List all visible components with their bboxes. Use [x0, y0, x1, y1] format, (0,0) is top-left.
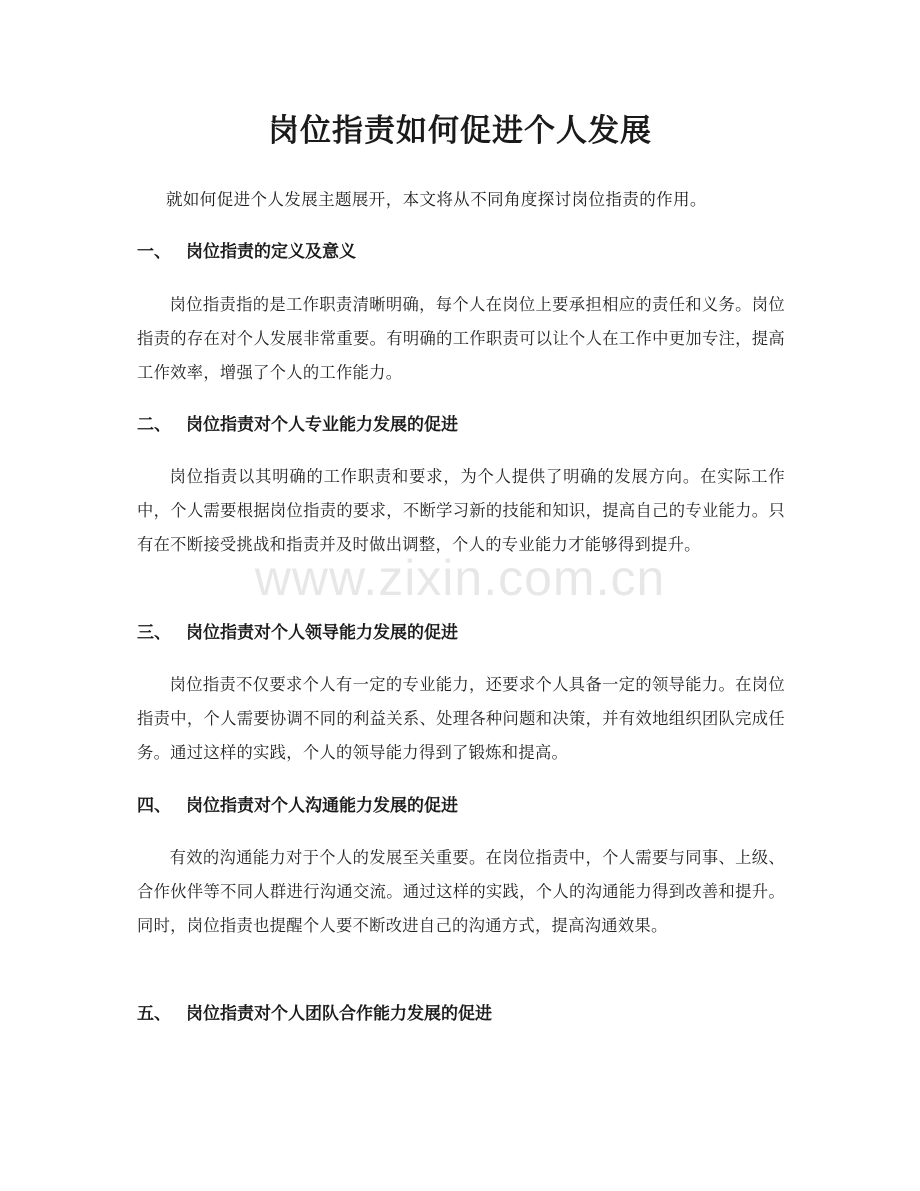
section-heading-3 — [137, 617, 797, 649]
section-heading-5 — [137, 998, 797, 1030]
section-heading-2 — [137, 409, 797, 441]
section-heading-4 — [137, 790, 797, 822]
section-number: 四、 — [137, 796, 171, 816]
section-number: 一、 — [137, 242, 171, 262]
section-body-3: 岗位指责不仅要求个人有一定的专业能力，还要求个人具备一定的领导能力。在岗位指责中，个人需要协调不同的利益关系、处理各种问题和决策，并有效地组织团队完成任务。通过这样的实践，个人的领导能力得到了锻炼和提高。 — [137, 675, 785, 763]
intro-paragraph: 就如何促进个人发展主题展开，本文将从不同角度探讨岗位指责的作用。 — [166, 190, 707, 209]
document-title: 岗位指责如何促进个人发展 — [268, 113, 652, 149]
section-body-2: 岗位指责以其明确的工作职责和要求，为个人提供了明确的发展方向。在实际工作中，个人需要根据岗位指责的要求，不断学习新的技能和知识，提高自己的专业能力。只有在不断接受挑战和指责并及时做出调整，个人的专业能力才能够得到提升。 — [137, 467, 785, 555]
section-number: 五、 — [137, 1004, 171, 1024]
section-body-4: 有效的沟通能力对于个人的发展至关重要。在岗位指责中，个人需要与同事、上级、合作伙伴等不同人群进行沟通交流。通过这样的实践，个人的沟通能力得到改善和提升。同时，岗位指责也提醒个人要不断改进自己的沟通方式，提高沟通效果。 — [137, 848, 785, 936]
section-title: 岗位指责对个人团队合作能力发展的促进 — [186, 1004, 492, 1024]
section-heading-1 — [137, 236, 797, 268]
section-number: 三、 — [137, 623, 171, 643]
section-body-1: 岗位指责指的是工作职责清晰明确，每个人在岗位上要承担相应的责任和义务。岗位指责的存在对个人发展非常重要。有明确的工作职责可以让个人在工作中更加专注，提高工作效率，增强了个人的工作能力。 — [137, 295, 785, 383]
section-title: 岗位指责的定义及意义 — [186, 242, 356, 262]
watermark-text: www.zixin.com.cn — [254, 550, 666, 606]
section-number: 二、 — [137, 415, 171, 435]
section-title: 岗位指责对个人沟通能力发展的促进 — [186, 796, 458, 816]
section-title: 岗位指责对个人领导能力发展的促进 — [186, 623, 458, 643]
section-title: 岗位指责对个人专业能力发展的促进 — [186, 415, 458, 435]
